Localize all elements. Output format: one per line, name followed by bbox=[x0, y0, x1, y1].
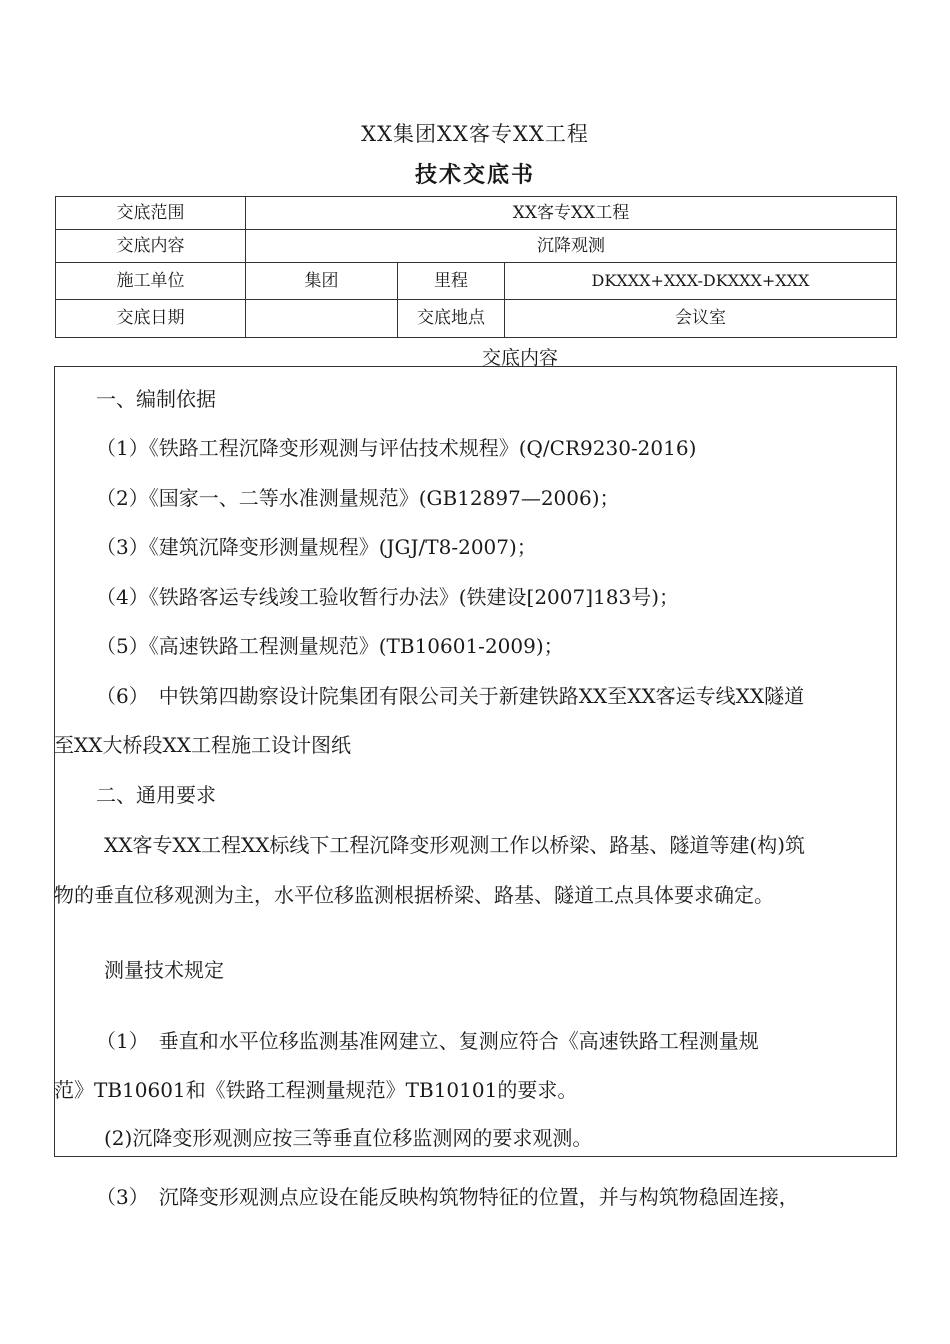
measurement-item-1-cont: 范》TB10601和《铁路工程测量规范》TB10101的要求。 bbox=[54, 1078, 578, 1102]
place-label: 交底地点 bbox=[398, 300, 505, 338]
date-value bbox=[246, 300, 398, 338]
table-row bbox=[56, 263, 897, 300]
content-value: 沉降观测 bbox=[246, 230, 897, 263]
basis-item-6-cont: 至XX大桥段XX工程施工设计图纸 bbox=[54, 733, 351, 757]
general-paragraph: XX客专XX工程XX标线下工程沉降变形观测工作以桥梁、路基、隧道等建(构)筑 bbox=[104, 833, 806, 857]
unit-label: 施工单位 bbox=[56, 263, 246, 300]
table-row bbox=[56, 300, 897, 338]
heading-measurement: 测量技术规定 bbox=[104, 958, 224, 982]
document-title: XX集团XX客专XX工程 bbox=[361, 122, 589, 146]
section-heading: 交底内容 bbox=[481, 347, 558, 369]
info-table bbox=[55, 196, 897, 338]
measurement-item-1: （1） 垂直和水平位移监测基准网建立、复测应符合《高速铁路工程测量规 bbox=[96, 1029, 759, 1053]
date-label: 交底日期 bbox=[56, 300, 246, 338]
basis-item-2: （2）《国家一、二等水准测量规范》(GB12897—2006)； bbox=[96, 486, 620, 510]
scope-label: 交底范围 bbox=[56, 197, 246, 230]
heading-general: 二、通用要求 bbox=[96, 783, 216, 807]
heading-basis: 一、编制依据 bbox=[96, 387, 216, 411]
scope-value: XX客专XX工程 bbox=[246, 197, 897, 230]
mileage-value: DKXXX+XXX-DKXXX+XXX bbox=[505, 263, 897, 300]
basis-item-3: （3）《建筑沉降变形测量规程》(JGJ/T8-2007)； bbox=[96, 535, 537, 559]
place-value: 会议室 bbox=[505, 300, 897, 338]
table-row bbox=[56, 197, 897, 230]
table-row bbox=[56, 230, 897, 263]
unit-value: 集团 bbox=[246, 263, 398, 300]
measurement-item-3: （3） 沉降变形观测点应设在能反映构筑物特征的位置，并与构筑物稳固连接， bbox=[96, 1185, 799, 1209]
mileage-label: 里程 bbox=[398, 263, 505, 300]
basis-item-5: （5）《高速铁路工程测量规范》(TB10601-2009)； bbox=[96, 634, 564, 658]
content-label: 交底内容 bbox=[56, 230, 246, 263]
document-subtitle: 技术交底书 bbox=[414, 163, 535, 188]
basis-item-6: （6） 中铁第四勘察设计院集团有限公司关于新建铁路XX至XX客运专线XX隧道 bbox=[96, 684, 805, 708]
basis-item-1: （1）《铁路工程沉降变形观测与评估技术规程》(Q/CR9230-2016) bbox=[96, 436, 697, 460]
general-paragraph-cont: 物的垂直位移观测为主，水平位移监测根据桥梁、路基、隧道工点具体要求确定。 bbox=[54, 883, 774, 907]
basis-item-4: （4）《铁路客运专线竣工验收暂行办法》(铁建设[2007]183号)； bbox=[96, 585, 680, 609]
measurement-item-2: (2)沉降变形观测应按三等垂直位移监测网的要求观测。 bbox=[104, 1126, 593, 1150]
